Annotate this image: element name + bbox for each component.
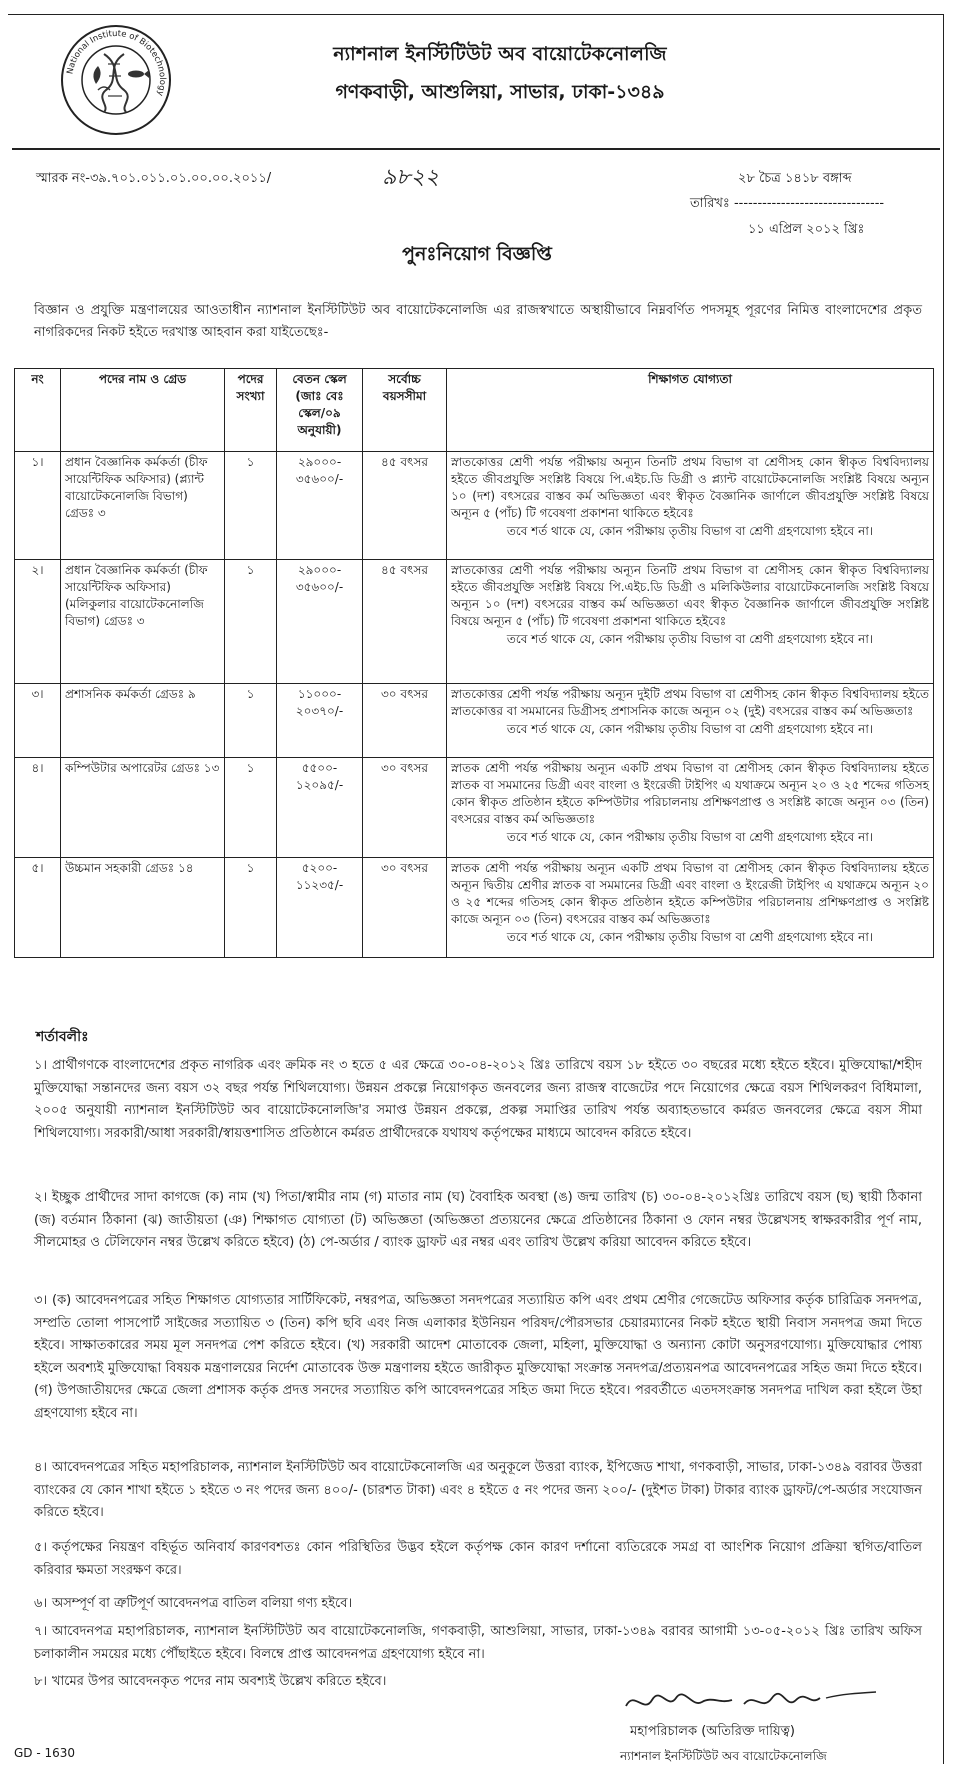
table-header-row xyxy=(15,369,934,452)
signatory-organization: ন্যাশনাল ইনস্টিটিউট অব বায়োটেকনোলজি xyxy=(620,1749,827,1763)
qualification-note: তবে শর্ত থাকে যে, কোন পরীক্ষায় তৃতীয় বিভাগ বা শ্রেণী গ্রহণযোগ্য হইবে না। xyxy=(506,830,874,844)
table-row xyxy=(15,758,934,858)
table-row xyxy=(15,684,934,758)
row-no: ১। xyxy=(15,452,61,560)
condition-text: কর্তৃপক্ষের নিয়ন্ত্রণ বহির্ভূত অনিবার্য কারণবশতঃ কোন পরিস্থিতির উদ্ভব হইলে কর্তৃপক্ষ কোন কারণ দর্শানো ব্যতিরেকে সমগ্র বা আংশিক নিয়োগ প্রক্রিয়া স্থগিত/বাতিল করিবার ক্ষমতা সংরক্ষণ করে। xyxy=(34,1540,922,1578)
row-age: ৪৫ বৎসর xyxy=(363,452,447,560)
row-age: ৩০ বৎসর xyxy=(363,858,447,958)
condition-number: ৬। xyxy=(34,1596,48,1611)
date-english: ১১ এপ্রিল ২০১২ খ্রিঃ xyxy=(748,222,865,237)
row-scale: ১১০০০- ২০৩৭০/- xyxy=(277,684,363,758)
row-no: ৪। xyxy=(15,758,61,858)
qualification-text: স্নাতক শ্রেণী পর্যন্ত পরীক্ষায় অন্যূন একটি প্রথম বিভাগ বা শ্রেণীসহ কোন স্বীকৃত বিশ্ববিদ্যালয় হইতে অন্যূন দ্বিতীয় শ্রেণীর স্নাতক বা সমমানের ডিগ্রী এবং বাংলা ও ইংরেজী টাইপিং এ যথাক্রমে অন্যূন ২০ ও ২৫ শব্দের গতিসহ কোন স্বীকৃত প্রতিষ্ঠান হইতে কম্পিউটার পরিচালনায় প্রশিক্ষণপ্রাপ্ত ও সংশ্লিষ্ট কাজে অন্যূন ০৩ (তিন) বৎসরের বাস্তব কর্ম অভিজ্ঞতাঃ xyxy=(451,861,929,926)
table-row xyxy=(15,452,934,560)
row-count: ১ xyxy=(225,560,277,684)
condition-number: ১। xyxy=(34,1058,48,1073)
posts-table xyxy=(14,368,934,958)
condition-text: আবেদনপত্রের সহিত মহাপরিচালক, ন্যাশনাল ইনস্টিটিউট অব বায়োটেকনোলজি এর অনুকূলে উত্তরা ব্যাংক, ইপিজেড শাখা, গণকবাড়ী, সাভার, ঢাকা-১৩৪৯ বরাবর উত্তরা ব্যাংকের যে কোন শাখা হইতে ১ হইতে ৩ নং পদের জন্য ৪০০/- (চারশত টাকা) এবং ৪ হইতে ৫ নং পদের জন্য ২০০/- (দুইশত টাকা) টাকার ব্যাংক ড্রাফট/পে-অর্ডার সংযোজন করিতে হইবে। xyxy=(34,1460,922,1520)
qualification-note: তবে শর্ত থাকে যে, কোন পরীক্ষায় তৃতীয় বিভাগ বা শ্রেণী গ্রহণযোগ্য হইবে না। xyxy=(506,632,874,646)
gd-code: GD - 1630 xyxy=(14,1746,76,1760)
qualification-text: স্নাতকোত্তর শ্রেণী পর্যন্ত পরীক্ষায় অন্যূন তিনটি প্রথম বিভাগ বা শ্রেণীসহ কোন স্বীকৃত বিশ্ববিদ্যালয় হইতে জীবপ্রযুক্তি সংশ্লিষ্ট বিষয়ে পি.এইচ.ডি ডিগ্রী ও মলিকিউলার বায়োটেকনোলজি সংশ্লিষ্ট বিষয়ে অন্যূন ১০ (দশ) বৎসরের বাস্তব কর্ম অভিজ্ঞতা এবং স্বীকৃত বৈজ্ঞানিক জার্ণালে জীবপ্রযুক্তি সংশ্লিষ্ট বিষয়ে অন্যূন ৫ (পাঁচ) টি গবেষণা প্রকাশনা থাকিতে হইবেঃ xyxy=(451,563,929,628)
date-bangla: ২৮ চৈত্র ১৪১৮ বঙ্গাব্দ xyxy=(738,171,852,186)
condition-item xyxy=(34,1187,922,1255)
memo-handwritten-number: ৯৮২২ xyxy=(382,165,440,190)
header-age: সর্বোচ্চ বয়সসীমা xyxy=(363,369,447,452)
memo-number: স্মারক নং-৩৯.৭০১.০১১.০১.০০.০০.২০১১/ xyxy=(36,171,272,186)
header-count: পদের সংখ্যা xyxy=(225,369,277,452)
row-no: ৩। xyxy=(15,684,61,758)
condition-item xyxy=(34,1621,922,1666)
row-count: ১ xyxy=(225,452,277,560)
row-qualification xyxy=(447,684,934,758)
condition-item xyxy=(34,1290,922,1425)
row-qualification xyxy=(447,758,934,858)
qualification-note: তবে শর্ত থাকে যে, কোন পরীক্ষায় তৃতীয় বিভাগ বা শ্রেণী গ্রহণযোগ্য হইবে না। xyxy=(506,524,874,538)
condition-text: আবেদনপত্র মহাপরিচালক, ন্যাশনাল ইনস্টিটিউট অব বায়োটেকনোলজি, গণকবাড়ী, আশুলিয়া, সাভার, ঢাকা-১৩৪৯ বরাবর আগামী ১৩-০৫-২০১২ খ্রিঃ তারিখ অফিস চলাকালীন সময়ের মধ্যে পৌঁছাইতে হইবে। বিলম্বে প্রাপ্ত আবেদনপত্র গ্রহণযোগ্য হইবে না। xyxy=(34,1624,922,1662)
row-age: ৩০ বৎসর xyxy=(363,684,447,758)
logo-text: National Institute of Biotechnology xyxy=(65,28,168,98)
header-divider xyxy=(12,148,940,150)
institute-name: ন্যাশনাল ইনস্টিটিউট অব বায়োটেকনোলজি xyxy=(333,43,667,65)
signature-mark xyxy=(620,1684,880,1720)
condition-item xyxy=(34,1457,922,1525)
header-no: নং xyxy=(15,369,61,452)
qualification-text: স্নাতক শ্রেণী পর্যন্ত পরীক্ষায় অন্যূন একটি প্রথম বিভাগ বা শ্রেণীসহ কোন স্বীকৃত বিশ্ববিদ্যালয় হইতে স্নাতক বা সমমানের ডিগ্রী এবং বাংলা ও ইংরেজী টাইপিং এ যথাক্রমে অন্যূন ২০ ও ২৫ শব্দের গতিসহ কোন স্বীকৃত প্রতিষ্ঠান হইতে কম্পিউটার পরিচালনায় প্রশিক্ষণপ্রাপ্ত ও সংশ্লিষ্ট কাজে অন্যূন ০৩ (তিন) বৎসরের বাস্তব কর্ম অভিজ্ঞতাঃ xyxy=(451,761,929,826)
condition-text: অসম্পূর্ণ বা ত্রুটিপূর্ণ আবেদনপত্র বাতিল বলিয়া গণ্য হইবে। xyxy=(52,1596,353,1611)
row-qualification xyxy=(447,560,934,684)
qualification-text: স্নাতকোত্তর শ্রেণী পর্যন্ত পরীক্ষায় অন্যূন তিনটি প্রথম বিভাগ বা শ্রেণীসহ কোন স্বীকৃত বিশ্ববিদ্যালয় হইতে জীবপ্রযুক্তি সংশ্লিষ্ট বিষয়ে পি.এইচ.ডি ডিগ্রী ও প্ল্যান্ট বায়োটেকনোলজি সংশ্লিষ্ট বিষয়ে অন্যূন ১০ (দশ) বৎসরের বাস্তব কর্ম অভিজ্ঞতা এবং স্বীকৃত বৈজ্ঞানিক জার্ণালে জীবপ্রযুক্তি সংশ্লিষ্ট বিষয়ে অন্যূন ৫ (পাঁচ) টি গবেষণা প্রকাশনা থাকিতে হইবেঃ xyxy=(451,455,929,520)
row-post: কম্পিউটার অপারেটর গ্রেডঃ ১৩ xyxy=(61,758,225,858)
row-post: প্রশাসনিক কর্মকর্তা গ্রেডঃ ৯ xyxy=(61,684,225,758)
header-post: পদের নাম ও গ্রেড xyxy=(61,369,225,452)
condition-number: ৫। xyxy=(34,1540,48,1555)
row-post: প্রধান বৈজ্ঞানিক কর্মকর্তা (চীফ সায়েন্টিফিক অফিসার) (প্ল্যান্ট বায়োটেকনোলজি বিভাগ) গ্রেডঃ ৩ xyxy=(61,452,225,560)
row-age: ৪৫ বৎসর xyxy=(363,560,447,684)
qualification-note: তবে শর্ত থাকে যে, কোন পরীক্ষায় তৃতীয় বিভাগ বা শ্রেণী গ্রহণযোগ্য হইবে না। xyxy=(506,722,874,736)
signatory-title: মহাপরিচালক (অতিরিক্ত দায়িত্ব) xyxy=(630,1724,795,1739)
table-row xyxy=(15,560,934,684)
condition-text: খামের উপর আবেদনকৃত পদের নাম অবশ্যই উল্লেখ করিতে হইবে। xyxy=(52,1674,387,1689)
qualification-text: স্নাতকোত্তর শ্রেণী পর্যন্ত পরীক্ষায় অন্যূন দুইটি প্রথম বিভাগ বা শ্রেণীসহ কোন স্বীকৃত বিশ্ববিদ্যালয় হইতে স্নাতকোত্তর বা সমমানের ডিগ্রীসহ প্রশাসনিক কাজে অন্যূন ০২ (দুই) বৎসরের বাস্তব কর্ম অভিজ্ঞতাঃ xyxy=(451,687,929,718)
condition-item xyxy=(34,1055,922,1145)
row-qualification xyxy=(447,452,934,560)
row-post: প্রধান বৈজ্ঞানিক কর্মকর্তা (চীফ সায়েন্টিফিক অফিসার) (মলিকুলার বায়োটেকনোলজি বিভাগ) গ্রেডঃ ৩ xyxy=(61,560,225,684)
header-qualification: শিক্ষাগত যোগ্যতা xyxy=(447,369,934,452)
condition-item xyxy=(34,1593,922,1616)
row-scale: ২৯০০০- ৩৫৬০০/- xyxy=(277,560,363,684)
institute-logo xyxy=(60,24,172,136)
row-scale: ৫২০০- ১১২৩৫/- xyxy=(277,858,363,958)
condition-number: ৩। xyxy=(34,1293,48,1308)
row-post: উচ্চমান সহকারী গ্রেডঃ ১৪ xyxy=(61,858,225,958)
row-scale: ৫৫০০- ১২০৯৫/- xyxy=(277,758,363,858)
header-scale: বেতন স্কেল (জাঃ বেঃ স্কেল/০৯ অনুযায়ী) xyxy=(277,369,363,452)
condition-number: ৪। xyxy=(34,1460,48,1475)
notice-title: পুনঃনিয়োগ বিজ্ঞপ্তি xyxy=(402,243,552,265)
condition-number: ৮। xyxy=(34,1674,48,1689)
row-count: ১ xyxy=(225,684,277,758)
qualification-note: তবে শর্ত থাকে যে, কোন পরীক্ষায় তৃতীয় বিভাগ বা শ্রেণী গ্রহণযোগ্য হইবে না। xyxy=(506,930,874,944)
row-no: ২। xyxy=(15,560,61,684)
row-scale: ২৯০০০- ৩৫৬০০/- xyxy=(277,452,363,560)
condition-text: ইচ্ছুক প্রার্থীদের সাদা কাগজে (ক) নাম (খ) পিতা/স্বামীর নাম (গ) মাতার নাম (ঘ) বৈবাহিক অবস্থা (ঙ) জন্ম তারিখ (চ) ৩০-০৪-২০১২খ্রিঃ তারিখে বয়স (ছ) স্থায়ী ঠিকানা (জ) বর্তমান ঠিকানা (ঝ) জাতীয়তা (ঞ) শিক্ষাগত যোগ্যতা (ট) অভিজ্ঞতা (অভিজ্ঞতা প্রত্যয়নের ক্ষেত্রে প্রতিষ্ঠানের ঠিকানা ও ফোন নম্বর উল্লেখসহ স্বাক্ষরকারীর পূর্ণ নাম, সীলমোহর ও টেলিফোন নম্বর উল্লেখ করিতে হইবে) (ঠ) পে-অর্ডার / ব্যাংক ড্রাফট এর নম্বর এবং তারিখ উল্লেখ করিয়া আবেদন করিতে হইবে। xyxy=(34,1190,922,1250)
condition-item xyxy=(34,1537,922,1582)
row-count: ১ xyxy=(225,858,277,958)
notice-intro: বিজ্ঞান ও প্রযুক্তি মন্ত্রণালয়ের আওতাধীন ন্যাশনাল ইনস্টিটিউট অব বায়োটেকনোলজি এর রাজস্বখাতে অস্থায়ীভাবে নিম্নবর্ণিত পদসমূহ পূরণের নিমিত্ত বাংলাদেশের প্রকৃত নাগরিকদের নিকট হইতে দরখাস্ত আহবান করা যাইতেছেঃ- xyxy=(34,303,922,340)
row-age: ৩০ বৎসর xyxy=(363,758,447,858)
row-qualification xyxy=(447,858,934,958)
row-no: ৫। xyxy=(15,858,61,958)
conditions-heading: শর্তাবলীঃ xyxy=(36,1029,89,1045)
condition-number: ৭। xyxy=(34,1624,48,1639)
table-row xyxy=(15,858,934,958)
condition-text: (ক) আবেদনপত্রের সহিত শিক্ষাগত যোগ্যতার সার্টিফিকেট, নম্বরপত্র, অভিজ্ঞতা সনদপত্রের সত্যায়িত কপি এবং প্রথম শ্রেণীর গেজেটেড অফিসার কর্তৃক চারিত্রিক সনদপত্র, সম্প্রতি তোলা পাসপোর্ট সাইজের সত্যায়িত ৩ (তিন) কপি ছবি এবং নিজ এলাকার ইউনিয়ন পরিষদ/পৌরসভার চেয়ারম্যানের নিকট হইতে স্থায়ী নিবাস সনদপত্র জমা দিতে হইবে। সাক্ষাতকারের সময় মূল সনদপত্র পেশ করিতে হইবে। (খ) সরকারী আদেশ মোতাবেক জেলা, মহিলা, মুক্তিযোদ্ধা ও অন্যান্য কোটা অনুসরণযোগ্য। মুক্তিযোদ্ধার পোষ্য হইলে অবশ্যই মুক্তিযোদ্ধা বিষয়ক মন্ত্রণালয়ের নির্দেশ মোতাবেক উক্ত মন্ত্রণালয় হইতে জারীকৃত মুক্তিযোদ্ধা সংক্রান্ত সনদপত্র/প্রত্যয়নপত্র আবেদনপত্রের সহিত জমা দিতে হইবে। (গ) উপজাতীয়দের ক্ষেত্রে জেলা প্রশাসক কর্তৃক প্রদত্ত সনদের সত্যায়িত কপি আবেদনপত্রের সহিত জমা দিতে হইবে। পরবর্তীতে এতদসংক্রান্ত সনদপত্র দাখিল করা হইলে উহা গ্রহণযোগ্য হইবে না। xyxy=(34,1293,922,1421)
institute-address: গণকবাড়ী, আশুলিয়া, সাভার, ঢাকা-১৩৪৯ xyxy=(335,81,665,103)
row-count: ১ xyxy=(225,758,277,858)
date-label: তারিখঃ -------------------------------- xyxy=(690,196,885,211)
condition-text: প্রার্থীগণকে বাংলাদেশের প্রকৃত নাগরিক এবং ক্রমিক নং ৩ হতে ৫ এর ক্ষেত্রে ৩০-০৪-২০১২ খ্রিঃ তারিখে বয়স ১৮ হইতে ৩০ বছরের মধ্যে হইতে হইবে। মুক্তিযোদ্ধা/শহীদ মুক্তিযোদ্ধা সন্তানদের জন্য বয়স ৩২ বছর পর্যন্ত শিথিলযোগ্য। উন্নয়ন প্রকল্পে নিয়োগকৃত জনবলের জন্য রাজস্ব বাজেটের পদে নিয়োগের ক্ষেত্রে বয়স শিথিলকরণ বিধিমালা, ২০০৫ অনুযায়ী ন্যাশনাল ইনস্টিটিউট অব বায়োটেকনোলজি'র সমাপ্ত উন্নয়ন প্রকল্পে, প্রকল্প সমাপ্তির তারিখ পর্যন্ত অব্যাহতভাবে কর্মরত জনবলের ক্ষেত্রে বয়স সীমা শিথিলযোগ্য। সরকারী/আধা সরকারী/স্বায়ত্তশাসিত প্রতিষ্ঠানে কর্মরত প্রার্থীদেরকে যথাযথ কর্তৃপক্ষের মাধ্যমে আবেদন করিতে হইবে। xyxy=(34,1058,922,1141)
condition-number: ২। xyxy=(34,1190,48,1205)
